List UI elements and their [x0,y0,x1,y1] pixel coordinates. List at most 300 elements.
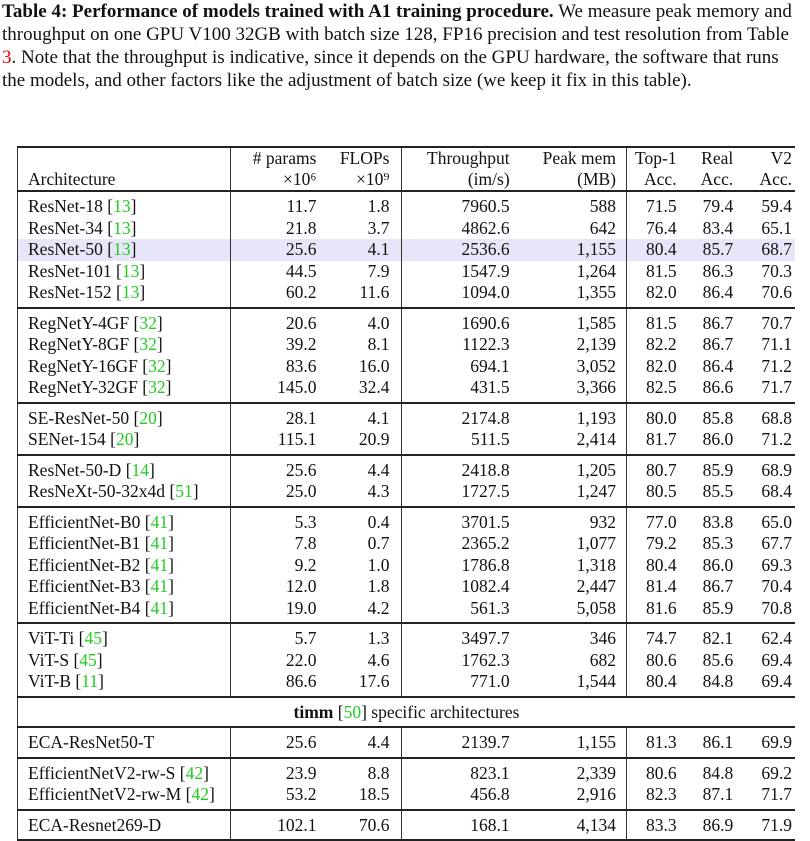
architecture-name: ResNet-152 [28,282,112,302]
top1-cell: 80.7 [627,455,677,482]
params-cell: 11.7 [231,191,316,218]
table-row [18,810,796,841]
table-row [18,334,796,356]
real-cell: 85.3 [702,533,734,553]
v2-cell: 59.4 [733,191,795,218]
table-row [18,784,796,810]
table-row [18,239,796,261]
architecture-name: EfficientNetV2-rw-S [28,762,176,783]
table-row [18,377,796,403]
v2-cell: 67.7 [761,533,792,553]
table-row [18,650,796,672]
throughput-cell: 2418.8 [402,455,510,482]
flops-cell: 4.6 [367,649,390,670]
peak-mem-cell: 3,052 [576,355,617,376]
caption-title: Performance of models trained with A1 training procedure. [72,1,554,22]
architecture-cell: ResNet-18 [13] [18,191,231,218]
flops-cell: 4.0 [316,308,401,335]
architecture-cell [18,727,231,758]
table-row [18,576,796,598]
flops-cell: 1.8 [367,576,390,596]
real-cell: 85.8 [677,403,734,430]
real-cell: 86.1 [677,727,734,758]
table-row [18,623,796,650]
real-cell: 86.3 [702,260,734,281]
table-row [18,507,796,534]
caption-label: Table 4: [2,1,68,22]
flops-cell: 1.3 [316,623,401,650]
flops-cell: 70.6 [316,810,401,841]
architecture-cell: SENet-154 [20] [18,429,231,455]
throughput-cell: 2174.8 [402,403,510,430]
peak-mem-cell: 1,247 [576,481,617,501]
table-group [18,727,796,758]
table-row [18,455,796,482]
peak-mem-cell: 2,447 [576,576,617,596]
params-cell: 9.2 [231,555,316,577]
citation-link[interactable]: 32 [148,377,166,397]
table-group [18,623,796,697]
peak-mem-cell: 642 [589,217,617,238]
header-real-unit: Acc. [700,169,734,189]
architecture-cell: EfficientNet-B2 [41] [18,555,231,577]
citation-link[interactable]: 32 [148,355,166,376]
top1-cell: 82.3 [627,784,677,810]
architecture-cell: RegNetY-32GF [32] [18,377,231,403]
v2-cell: 71.9 [733,810,795,841]
table-group [18,507,796,624]
citation-link[interactable]: 50 [343,701,362,722]
params-cell: 60.2 [231,282,316,308]
params-cell: 39.2 [231,334,316,356]
v2-cell: 65.1 [761,217,792,238]
throughput-cell: 823.1 [402,758,510,785]
real-cell: 86.7 [702,334,734,354]
flops-cell: 4.3 [367,481,390,501]
top1-cell: 80.6 [627,650,677,672]
peak-mem-cell: 588 [510,191,627,218]
architecture-name: ViT-S [28,649,70,670]
top1-cell: 76.4 [627,218,677,240]
v2-cell: 71.1 [761,334,792,354]
citation-link[interactable]: 13 [113,217,131,238]
params-cell: 23.9 [231,758,316,785]
flops-cell: 4.1 [316,239,401,261]
architecture-cell: ViT-S [45] [18,650,231,672]
citation-link[interactable]: 42 [185,762,204,783]
citation-link[interactable]: 11 [81,671,99,691]
architecture-name: EfficientNet-B1 [28,533,141,553]
timm-section-header: timm [50] specific architectures [18,697,796,728]
top1-cell: 81.3 [627,727,677,758]
v2-cell: 70.8 [761,597,792,618]
params-cell: 5.3 [231,507,316,534]
architecture-name: ResNet-34 [28,217,103,238]
top1-cell: 82.5 [627,377,677,403]
params-cell: 19.0 [231,598,316,624]
throughput-cell: 456.8 [402,784,510,810]
real-cell: 79.4 [677,191,734,218]
throughput-cell: 1547.9 [402,261,510,283]
timm-section-row [18,697,796,728]
table-row [18,598,796,624]
peak-mem-cell: 1,318 [576,554,617,575]
architecture-cell: ResNet-50-D [14] [18,455,231,482]
header-top1: Top-1 [627,147,677,169]
citation-link[interactable]: 41 [150,533,169,553]
table-header [18,147,796,191]
peak-mem-cell: 2,414 [576,429,617,449]
citation-link[interactable]: 41 [150,511,169,532]
peak-mem-cell: 1,193 [510,403,627,430]
table-group [18,455,796,507]
architecture-name: ECA-Resnet269-D [28,814,162,835]
top1-cell: 80.6 [627,758,677,785]
flops-cell: 4.4 [316,455,401,482]
peak-mem-cell: 1,544 [576,671,617,691]
table-reference-link[interactable]: 3 [2,47,12,68]
top1-cell: 81.4 [627,576,677,598]
header-throughput-unit: (im/s) [402,169,510,191]
architecture-name: SE-ResNet-50 [28,407,130,428]
params-cell: 7.8 [231,533,316,555]
v2-cell: 71.7 [761,784,792,804]
v2-cell: 65.0 [733,507,795,534]
architecture-cell: SE-ResNet-50 [20] [18,403,231,430]
architecture-cell: ResNet-34 [13] [18,218,231,240]
real-cell: 83.8 [677,507,734,534]
flops-cell: 8.8 [316,758,401,785]
v2-cell: 70.7 [733,308,795,335]
params-cell: 25.6 [231,727,316,758]
performance-table [17,146,795,841]
timm-label: timm [293,701,334,722]
header-peak-mem: Peak mem [510,147,627,169]
real-cell: 84.8 [702,671,734,691]
v2-cell: 62.4 [733,623,795,650]
throughput-cell: 1762.3 [402,650,510,672]
table-caption [2,0,802,92]
throughput-cell: 431.5 [402,377,510,403]
v2-cell: 69.2 [733,758,795,785]
throughput-cell: 1786.8 [402,555,510,577]
throughput-cell: 1727.5 [402,481,510,507]
architecture-name: RegNetY-4GF [28,312,130,333]
table-row [18,727,796,758]
architecture-name: RegNetY-32GF [28,377,138,397]
v2-cell: 68.8 [733,403,795,430]
header-params-unit: ×10⁶ [231,169,316,191]
v2-cell: 68.9 [733,455,795,482]
architecture-cell: ResNet-152 [13] [18,282,231,308]
v2-cell: 70.6 [761,282,792,302]
citation-link[interactable]: 51 [175,481,193,501]
params-cell: 115.1 [231,429,316,455]
params-cell: 22.0 [231,650,316,672]
peak-mem-cell: 1,155 [510,727,627,758]
throughput-cell: 511.5 [402,429,510,455]
architecture-name: RegNetY-8GF [28,334,130,354]
table-row [18,533,796,555]
flops-cell: 16.0 [358,355,390,376]
table-group [18,697,796,728]
real-cell: 86.7 [702,576,734,596]
peak-mem-cell: 932 [510,507,627,534]
citation-link[interactable]: 41 [150,554,169,575]
throughput-cell: 1094.0 [402,282,510,308]
flops-cell: 7.9 [367,260,390,281]
top1-cell: 82.2 [627,334,677,356]
params-cell: 28.1 [231,403,316,430]
table-row [18,481,796,507]
peak-mem-cell: 682 [589,649,617,670]
table-group [18,191,796,308]
top1-cell: 77.0 [627,507,677,534]
citation-link[interactable]: 13 [121,282,140,302]
params-cell: 53.2 [231,784,316,810]
architecture-name: EfficientNetV2-rw-M [28,784,182,804]
params-cell: 86.6 [231,671,316,697]
citation-link[interactable]: 20 [139,407,157,428]
table-row [18,218,796,240]
architecture-name: RegNetY-16GF [28,355,138,376]
table-row [18,261,796,283]
header-throughput: Throughput [402,147,510,169]
params-cell: 20.6 [231,308,316,335]
real-cell: 85.9 [702,597,734,618]
peak-mem-cell: 1,355 [576,282,617,302]
real-cell: 84.8 [677,758,734,785]
architecture-name: ResNet-18 [28,196,103,216]
v2-cell: 69.9 [733,727,795,758]
top1-cell: 82.0 [627,356,677,378]
v2-cell: 69.3 [761,554,792,575]
flops-cell: 3.7 [367,217,390,238]
architecture-name: ResNet-50 [28,239,103,259]
citation-link[interactable]: 13 [113,196,131,216]
flops-cell: 4.2 [367,597,390,618]
throughput-cell: 2139.7 [402,727,510,758]
params-cell: 25.6 [231,455,316,482]
throughput-cell: 771.0 [402,671,510,697]
v2-cell: 70.4 [761,576,792,596]
architecture-name: ResNeXt-50-32x4d [28,481,166,501]
v2-cell: 69.4 [761,671,792,691]
table-row [18,671,796,697]
peak-mem-cell: 4,134 [510,810,627,841]
peak-mem-cell: 5,058 [576,597,617,618]
throughput-cell: 694.1 [402,356,510,378]
timm-section-text: specific architectures [371,701,520,722]
table-row [18,555,796,577]
v2-cell: 69.4 [761,649,792,670]
flops-cell: 4.1 [316,403,401,430]
top1-cell: 71.5 [627,191,677,218]
flops-cell: 18.5 [358,784,390,804]
architecture-cell: RegNetY-8GF [32] [18,334,231,356]
citation-link[interactable]: 14 [131,459,150,480]
params-cell: 25.0 [231,481,316,507]
throughput-cell: 2365.2 [402,533,510,555]
params-cell: 102.1 [231,810,316,841]
header-peak-mem-unit: (MB) [577,169,617,189]
peak-mem-cell: 1,585 [510,308,627,335]
citation-link[interactable]: 13 [113,239,131,259]
real-cell: 86.0 [702,429,734,449]
throughput-cell: 1082.4 [402,576,510,598]
v2-cell: 71.2 [761,429,792,449]
table-group [18,308,796,403]
flops-cell: 1.8 [316,191,401,218]
architecture-name: EfficientNet-B3 [28,576,141,596]
params-cell: 5.7 [231,623,316,650]
real-cell: 86.4 [702,355,734,376]
citation-link[interactable]: 42 [191,784,209,804]
real-cell: 87.1 [702,784,734,804]
flops-cell: 17.6 [358,671,390,691]
throughput-cell: 2536.6 [402,239,510,261]
peak-mem-cell: 1,264 [576,260,617,281]
real-cell: 85.5 [702,481,734,501]
flops-cell: 1.0 [367,554,390,575]
top1-cell: 81.7 [627,429,677,455]
throughput-cell: 561.3 [402,598,510,624]
architecture-cell [18,810,231,841]
top1-cell: 82.0 [627,282,677,308]
real-cell: 86.4 [702,282,734,302]
peak-mem-cell: 1,205 [510,455,627,482]
params-cell: 25.6 [231,239,316,261]
params-cell: 21.8 [231,218,316,240]
top1-cell: 81.6 [627,598,677,624]
real-cell: 86.6 [702,377,734,397]
citation-link[interactable]: 32 [139,334,157,354]
architecture-cell: ResNet-50 [13] [18,239,231,261]
v2-cell: 68.4 [761,481,792,501]
real-cell: 85.7 [677,239,734,261]
top1-cell: 81.5 [627,261,677,283]
peak-mem-cell: 2,916 [576,784,617,804]
citation-link[interactable]: 20 [115,429,134,449]
header-real: Real [677,147,734,169]
architecture-cell: RegNetY-16GF [32] [18,356,231,378]
top1-cell: 74.7 [627,623,677,650]
architecture-cell: ViT-B [11] [18,671,231,697]
throughput-cell: 3701.5 [402,507,510,534]
flops-cell: 20.9 [358,429,390,449]
architecture-cell: EfficientNet-B0 [41] [18,507,231,534]
real-cell: 85.6 [702,649,734,670]
real-cell: 86.9 [677,810,734,841]
table-group [18,403,796,455]
header-architecture: Architecture [18,169,231,191]
peak-mem-cell: 3,366 [576,377,617,397]
real-cell: 82.1 [677,623,734,650]
architecture-cell: EfficientNet-B4 [41] [18,598,231,624]
header-flops-unit: ×10⁹ [355,169,390,189]
top1-cell: 80.4 [627,239,677,261]
citation-link[interactable]: 41 [150,597,169,618]
architecture-cell: RegNetY-4GF [32] [18,308,231,335]
peak-mem-cell: 1,155 [510,239,627,261]
flops-cell: 32.4 [358,377,390,397]
table-row [18,282,796,308]
table-row [18,356,796,378]
caption-text: We measure peak memory and throughput on one GPU V100 32GB with batch size 128, FP16 precision and test resolution from Table [2,1,792,45]
top1-cell: 79.2 [627,533,677,555]
v2-cell: 71.7 [761,377,792,397]
architecture-name: ResNet-50-D [28,459,122,480]
architecture-name: EfficientNet-B2 [28,554,141,575]
real-cell: 85.9 [677,455,734,482]
real-cell: 86.7 [677,308,734,335]
citation-link[interactable]: 13 [121,260,140,281]
throughput-cell: 168.1 [402,810,510,841]
params-cell: 12.0 [231,576,316,598]
peak-mem-cell: 2,139 [576,334,617,354]
flops-cell: 11.6 [359,282,390,302]
params-cell: 83.6 [231,356,316,378]
caption-text-end: . Note that the throughput is indicative, since it depends on the GPU hardware, the software that runs the models, and other factors like the adjustment of batch size (we keep it fix in this table). [2,47,779,91]
architecture-name: EfficientNet-B0 [28,511,141,532]
architecture-name: EfficientNet-B4 [28,597,141,618]
architecture-cell: ResNeXt-50-32x4d [51] [18,481,231,507]
header-v2: V2 [733,147,795,169]
params-cell: 145.0 [231,377,316,403]
top1-cell: 81.5 [627,308,677,335]
architecture-cell: ViT-Ti [45] [18,623,231,650]
v2-cell: 68.7 [733,239,795,261]
flops-cell: 8.1 [367,334,390,354]
throughput-cell: 7960.5 [402,191,510,218]
table-row [18,429,796,455]
header-params: # params [231,147,316,169]
table-row [18,191,796,218]
v2-cell: 71.2 [761,355,792,376]
peak-mem-cell: 2,339 [510,758,627,785]
architecture-name: ECA-ResNet50-T [28,732,155,752]
architecture-cell: EfficientNet-B3 [41] [18,576,231,598]
architecture-name: ViT-B [28,671,72,691]
table-row [18,758,796,785]
header-v2-unit: Acc. [759,169,792,189]
real-cell: 83.4 [702,217,734,238]
architecture-cell: ResNet-101 [13] [18,261,231,283]
top1-cell: 80.0 [627,403,677,430]
architecture-name: ViT-Ti [28,628,75,648]
top1-cell: 80.4 [627,555,677,577]
top1-cell: 83.3 [627,810,677,841]
flops-cell: 0.4 [316,507,401,534]
citation-link[interactable]: 45 [79,649,97,670]
table-group [18,758,796,810]
params-cell: 44.5 [231,261,316,283]
table-row [18,403,796,430]
table-row [18,308,796,335]
throughput-cell: 4862.6 [402,218,510,240]
architecture-name: SENet-154 [28,429,106,449]
header-flops: FLOPs [316,147,401,169]
top1-cell: 80.5 [627,481,677,507]
citation-link[interactable]: 45 [84,628,102,648]
citation-link[interactable]: 41 [150,576,169,596]
architecture-cell: EfficientNetV2-rw-S [42] [18,758,231,785]
flops-cell: 0.7 [367,533,390,553]
header-top1-unit: Acc. [627,169,677,191]
throughput-cell: 1122.3 [402,334,510,356]
citation-link[interactable]: 32 [139,312,157,333]
peak-mem-cell: 346 [510,623,627,650]
